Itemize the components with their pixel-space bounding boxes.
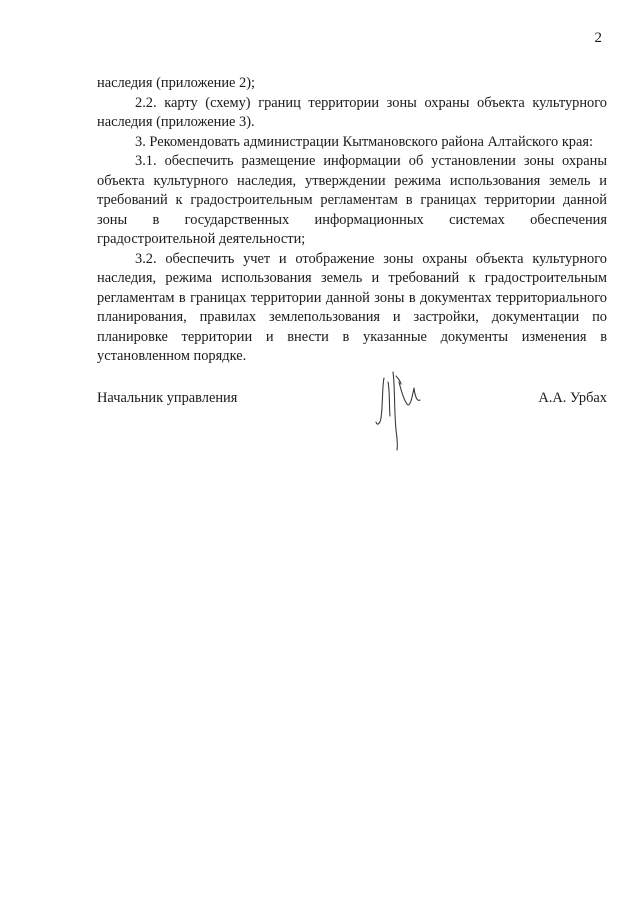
signature-block	[97, 390, 607, 410]
paragraph-3-1: 3.1. обеспечить размещение информации об установлении зоны охраны объекта культурного наследия, утверждении режима использования земель и требований к градостроительным регламентам в границах территории данной зоны в государственных информационных системах обеспечения градостроительной деятельности;	[97, 153, 607, 247]
paragraph-2-2: 2.2. карту (схему) границ территории зоны охраны объекта культурного наследия (приложение 3).	[97, 94, 607, 130]
paragraph-3: 3. Рекомендовать администрации Кытмановского района Алтайского края:	[135, 133, 594, 150]
document-body	[97, 74, 607, 367]
handwritten-signature	[368, 368, 428, 454]
paragraph-continuation: наследия (приложение 2);	[97, 75, 256, 91]
signer-name: А.А. Урбах	[538, 390, 607, 406]
paragraph-3-2: 3.2. обеспечить учет и отображение зоны охраны объекта культурного наследия, режима использования земель и требований к градостроительным регламентам в границах территории данной зоны в документах территориального планирования, правилах землепользования и застройки, документации по планировке территории и внести в указанные документы изменения в установленном порядке.	[97, 250, 607, 364]
page-number: 2	[594, 30, 602, 46]
signer-position: Начальник управления	[97, 390, 238, 406]
